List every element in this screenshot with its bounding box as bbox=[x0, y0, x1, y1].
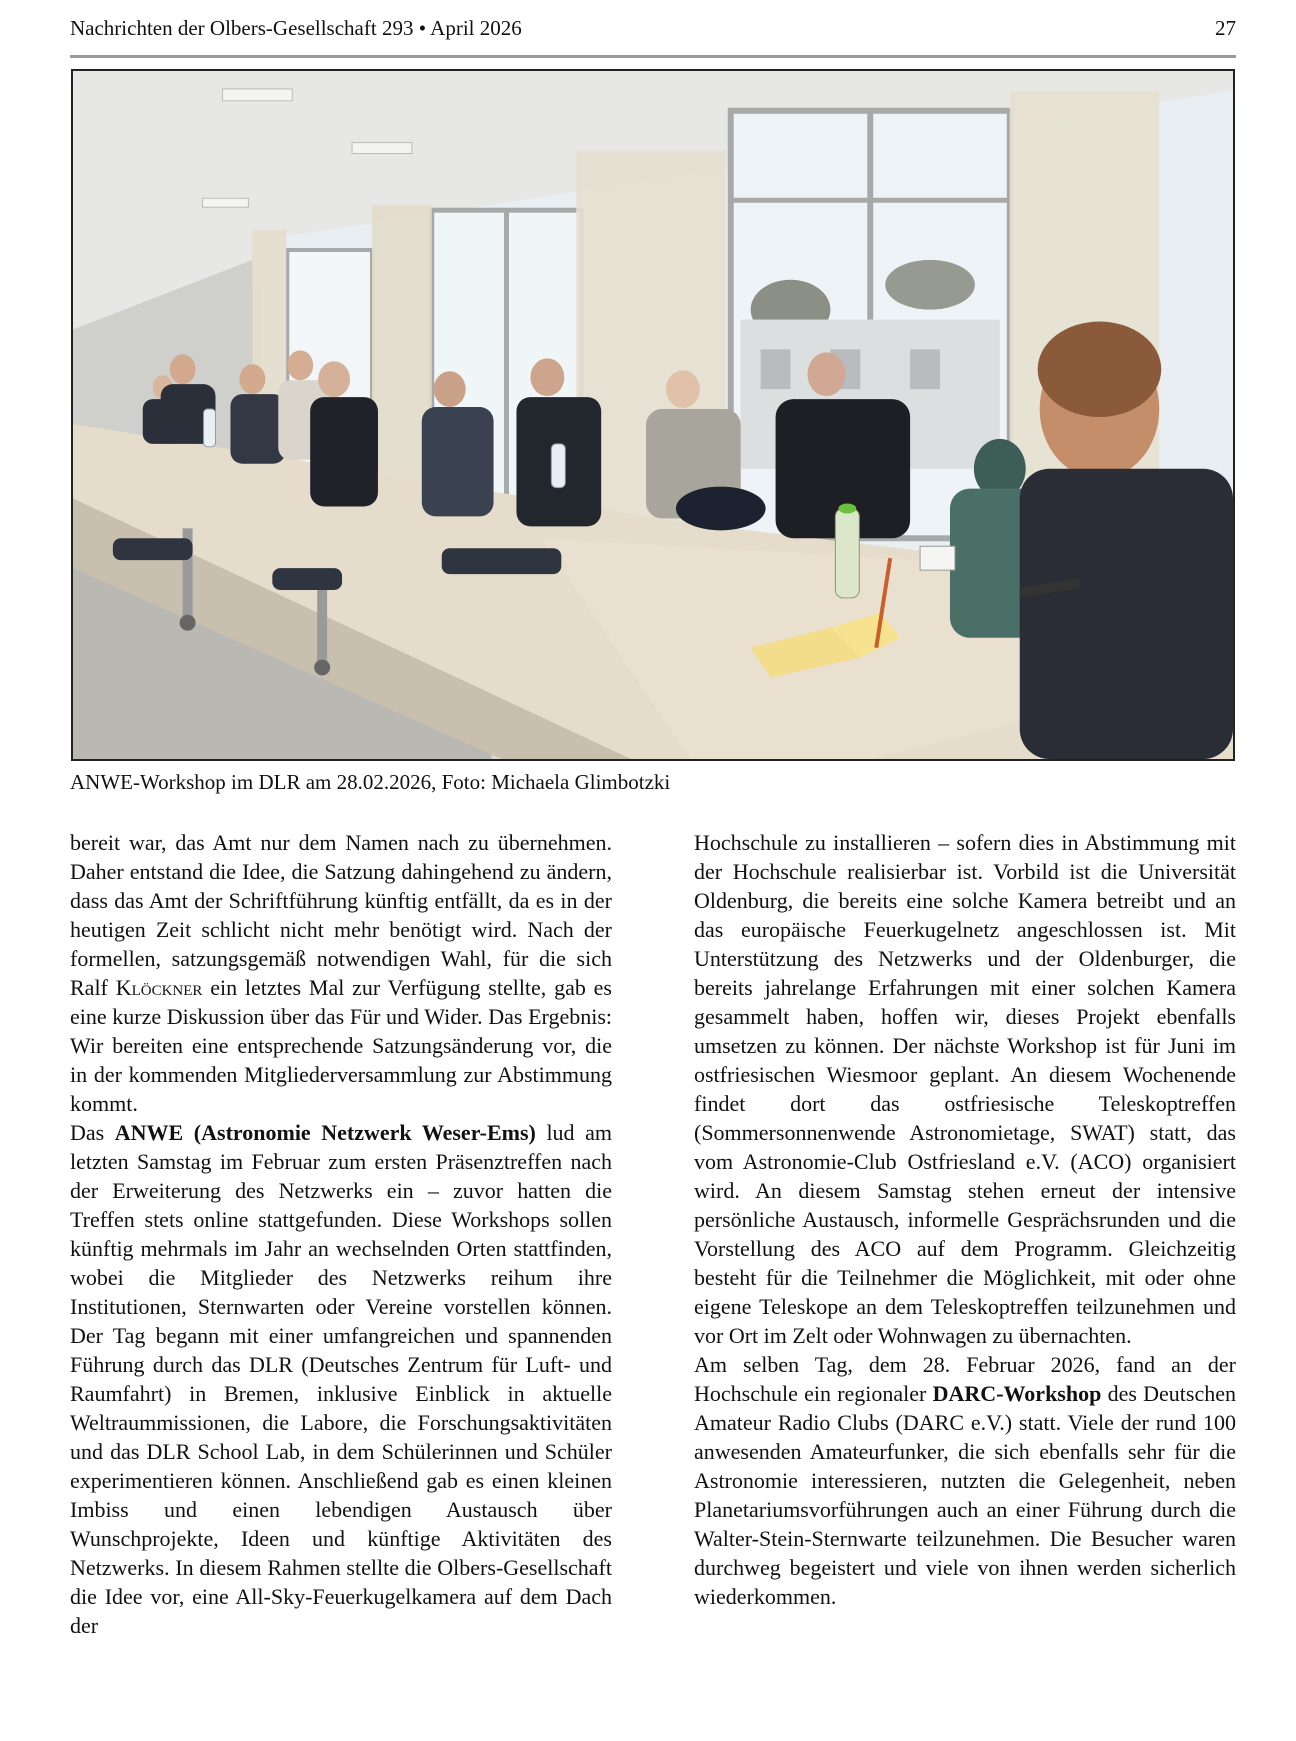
header-title: Nachrichten der Olbers-Gesellschaft 293 • April 2026 bbox=[70, 16, 522, 40]
workshop-photo bbox=[71, 69, 1235, 761]
right-column bbox=[694, 828, 1236, 1611]
header-rule bbox=[70, 55, 1236, 58]
left-paragraph-1: bereit war, das Amt nur dem Namen nach zu übernehmen. Daher entstand die Idee, die Satzung dahingehend zu ändern, dass das Amt der Schriftführung künftig entfällt, da es in der heutigen Zeit schlicht nicht mehr benötigt wird. Nach der formellen, satzungsgemäß notwendigen Wahl, für die sich Ralf Klöckner ein letztes Mal zur Verfügung stellte, gab es eine kurze Diskussion über das Für und Wider. Das Ergebnis: Wir bereiten eine entsprechende Satzungsänderung vor, die in der kommenden Mitgliederversammlung zur Abstimmung kommt. bbox=[70, 830, 612, 1116]
darc-heading: DARC-Workshop bbox=[932, 1381, 1102, 1406]
right-paragraph-2: Am selben Tag, dem 28. Februar 2026, fand an der Hochschule ein regionaler DARC-Workshop des Deutschen Amateur Radio Clubs (DARC e.V.) statt. Viele der rund 100 anwesenden Amateurfunker, die sich ebenfalls sehr für die Astronomie interessieren, nutzten die Gelegenheit, neben Planetariumsvorführungen auch an einer Führung durch die Walter-Stein-Sternwarte teilzunehmen. Die Besucher waren durchweg begeistert und viele von ihnen werden sicherlich wiederkommen. bbox=[694, 1352, 1237, 1609]
right-paragraph-1: Hochschule zu installieren – sofern dies in Abstimmung mit der Hochschule realisierbar ist. Vorbild ist die Universität Oldenburg, die bereits eine solche Kamera betreibt und an das europäische Feuerkugelnetz angeschlossen ist. Mit Unterstützung des Netzwerks und der Oldenburger, die bereits jahrelange Erfahrungen mit einer solchen Kamera gesammelt haben, hoffen wir, dieses Projekt ebenfalls umsetzen zu können. Der nächste Workshop ist für Juni im ostfriesischen Wiesmoor geplant. An diesem Wochenende findet dort das ostfriesische Teleskoptreffen (Sommersonnenwende Astronomietage, SWAT) statt, das vom Astronomie-Club Ostfriesland e.V. (ACO) organisiert wird. An diesem Samstag stehen erneut der intensive persönliche Austausch, informelle Gesprächsrunden und die Vorstellung des ACO auf dem Programm. Gleichzeitig besteht für die Teilnehmer die Möglichkeit, mit oder ohne eigene Teleskope an dem Teleskoptreffen teilzunehmen und vor Ort im Zelt oder Wohnwagen zu übernachten. bbox=[694, 830, 1236, 1348]
left-paragraph-2: Das ANWE (Astronomie Netzwerk Weser-Ems) lud am letzten Samstag im Februar zum ersten Präsenztreffen nach der Erweiterung des Netzwerks ein – zuvor hatten die Treffen stets online stattgefunden. Diese Workshops sollen künftig mehrmals im Jahr an wechselnden Orten stattfinden, wobei die Mitglieder des Netzwerks reihum ihre Institutionen, Sternwarten oder Vereine vorstellen können. Der Tag begann mit einer umfangreichen und spannenden Führung durch das DLR (Deutsches Zentrum für Luft- und Raumfahrt) in Bremen, inklusive Einblick in aktuelle Weltraummissionen, die Labore, die Forschungsaktivitäten und das DLR School Lab, in dem Schülerinnen und Schüler experimentieren können. Anschließend gab es einen kleinen Imbiss und einen lebendigen Austausch über Wunschprojekte, Ideen und künftige Aktivitäten des Netzwerks. In diesem Rahmen stellte die Olbers-Gesellschaft die Idee vor, eine All-Sky-Feuerkugelkamera auf dem Dach der bbox=[70, 1120, 612, 1638]
person-name: Klöckner bbox=[115, 975, 203, 1000]
left-column bbox=[70, 828, 612, 1640]
anwe-heading: ANWE (Astronomie Netzwerk Weser-Ems) bbox=[114, 1120, 536, 1145]
page-number: 27 bbox=[1215, 16, 1236, 40]
running-header bbox=[70, 14, 1236, 42]
photo-caption: ANWE-Workshop im DLR am 28.02.2026, Foto: Michaela Glimbotzki bbox=[70, 770, 671, 794]
